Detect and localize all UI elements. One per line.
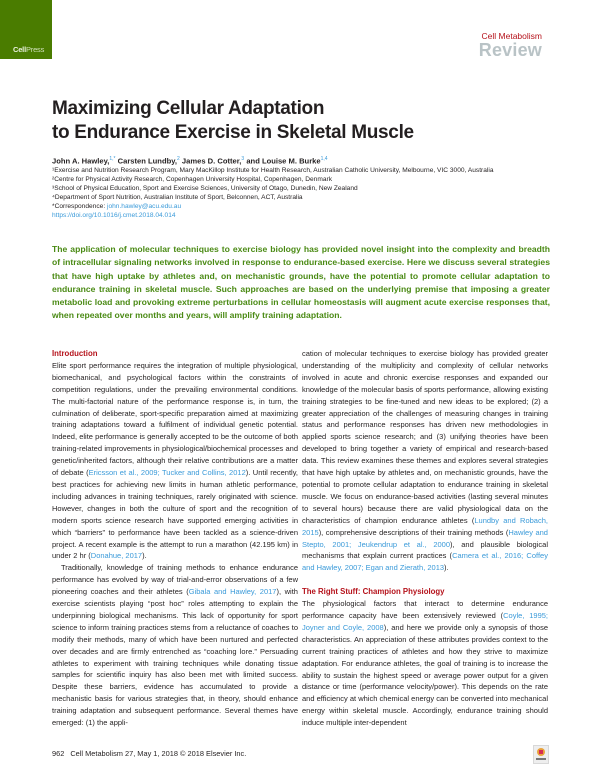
author-name: John A. Hawley, [52,156,110,166]
affiliation: ⁴Department of Sport Nutrition, Australian Institute of Sport, Belconnen, ACT, Australia [52,194,303,201]
correspondence-email-link[interactable]: john.hawley@acu.edu.au [106,203,182,210]
paragraph-text: ). [444,563,449,573]
cellpress-logo [0,0,52,59]
paragraph-text: ), and here we provide only a synopsis of those characteristics. An appreciation of these attributes provides context to the current training practices of athletes and how they strive to maximize adaptation. For endurance athletes, the goal of training is to increase the ability to sustain the highest speed or average power output for a given distance or time (performance velocity/power). This depends on the rate and efficiency at which chemical energy can be converted into mechanical energy within skeletal muscle. Accordingly, endurance training should induce multiple inter-dependent [302,622,549,728]
section-heading-introduction: Introduction [52,349,98,358]
badge-emblem [537,748,545,756]
citation-link[interactable]: Ericsson et al., 2009; Tucker and Collins, 2012 [88,468,246,478]
title-line-1: Maximizing Cellular Adaptation [52,98,325,119]
article-title [52,97,414,145]
check-for-updates-icon[interactable] [533,745,549,764]
paragraph-text: cation of molecular techniques to exercise biology has provided greater understanding of the multiplicity and complexity of cellular networks involved in acute and chronic exercise responses and expanded our knowledge of the molecular basis of sports performance, allowing existing training strategies to be fine-tuned and new ideas to be explored; (2) a greater appreciation of the challenges of measuring changes in training status and performance responses has driven new methodologies in applied sports science research; and (3) unifying theories have been developed to bring together a variety of empirical and research-based data. This review examines these themes and explores several strategies that have high uptake by athletes and, on mechanistic grounds, have the potential to promote cellular adaptation to endurance training in skeletal muscle. We focus on endurance-based activities (lasting several minutes to several hours) because there are valid physiological data on the characteristics of champion endurance athletes ( [302,349,548,525]
paragraph-text: ), comprehensive descriptions of their training methods ( [318,527,509,537]
paragraph [302,598,548,729]
author-affiliation-mark: 1,* [109,156,116,162]
abstract: The application of molecular techniques to exercise biology has provided novel insight into the complexity and breadth of intracellular signaling networks involved in response to endurance-based exercise. Here we discuss several strategies that have high uptake by athletes and, on mechanistic grounds, have the potential to promote cellular adaptation to endurance training in skeletal muscle. Such approaches are based on the underlying premise that imposing a greater metabolic load and provoking extreme perturbations in cellular homeostasis will augment acute exercise responses that, when repeated over months and years, will amplify training adaptation. [52,244,550,321]
paragraph-text: Traditionally, knowledge of training methods to enhance endurance performance has evolved by way of trial-and-error observations of a few pioneering coaches and their athletes ( [52,563,298,597]
affiliation: ²Centre for Physical Activity Research, Copenhagen University Hospital, Copenhagen, Denmark [52,176,333,183]
paragraph-text: Elite sport performance requires the integration of multiple physiological, biomechanical, and psychological factors within the constraints of competition regulations, under the prevailing environmental conditions. The multi-factorial nature of the performance response is, in turn, the culmination of deliberate, sport-specific preparation aimed at maximizing training adaptations toward a fulfilment of individual genetic potential. Indeed, elite performance is generally accepted to be the outcome of both training-related improvements in physiological/biochemical processes and genetic/inherited factors, although their relative contributions are a matter of debate ( [52,360,298,478]
paragraph [52,562,298,729]
author-name: Carsten Lundby, [117,156,177,166]
citation-link[interactable]: Lundby and Robach, 2015 [302,515,548,537]
title-line-2: to Endurance Exercise in Skeletal Muscle [52,122,414,143]
author-name: James D. Cotter, [181,156,242,166]
citation-link[interactable]: Hawley and Stepto, 2001; Jeukendrup et al., 2000 [302,527,548,549]
paragraph-text: The physiological factors that interact to determine endurance performance capacity have been extensively reviewed ( [302,599,548,621]
author-list [52,156,328,166]
right-column [302,348,548,729]
page-footer [52,749,246,758]
citation-link[interactable]: Camera et al., 2016; Coffey and Hawley, 2007; Egan and Zierath, 2013 [302,551,548,573]
section-heading-champion-physiology: The Right Stuff: Champion Physiology [302,587,445,597]
logo-text-light: Press [25,45,45,54]
author-affiliation-mark: 3 [241,156,245,162]
citation-link[interactable]: Gibala and Hawley, 2017 [188,587,277,597]
journal-name: Cell Metabolism [481,31,542,41]
citation-link[interactable]: Donahue, 2017 [90,551,143,561]
correspondence [52,202,542,211]
paragraph [302,348,548,574]
affiliations [52,166,542,220]
paragraph-text: ). [142,551,147,561]
article-type: Review [478,40,542,60]
cellpress-logo-text [13,45,44,54]
author-affiliation-mark: 2 [177,156,180,162]
paragraph-text: ). Until recently, best practices for achieving new limits in human athletic performance, including advances in training techniques, rarely originated with science. However, changes in both the culture of sport and the recognition of modern sports science research have supported emerging activities in which “barriers” to performance have been tackled as a science-driven project. A recent example is the attempt to run a marathon (42.195 km) in under 2 hr ( [52,468,299,561]
paragraph-text: ), with exercise scientists playing “post hoc” roles attempting to explain the underpinning biological mechanisms. This lack of opportunity for sport science to inform training practices stems from a reluctance of coaches to modify their methods, many of which have been nurtured and perfected over decades and are firmly entrenched as “coaching lore.” Persuading athletes to experiment with training techniques while donating tissue samples for scientific inquiry has also been met with limited success. Despite these barriers, evidence has accumulated to provide a mechanistic basis for various strategies that, in theory, should enhance training adaptation and subsequent performance. Several themes have emerged: (1) the appli- [52,587,298,728]
footer-citation: Cell Metabolism 27, May 1, 2018 © 2018 Elsevier Inc. [70,749,247,758]
left-column [52,348,298,729]
affiliation: ³School of Physical Education, Sport and Exercise Sciences, University of Otago, Dunedin, New Zealand [52,185,358,192]
author-affiliation-mark: 1,4 [320,156,328,162]
author-name: and Louise M. Burke [246,156,321,166]
page-number: 962 [52,749,65,758]
badge-label-bar [536,758,546,760]
affiliation: ¹Exercise and Nutrition Research Program, Mary MacKillop Institute for Health Research, Australian Catholic University, Melbourne, VIC 3000, Australia [52,167,494,174]
doi-link[interactable]: https://doi.org/10.1016/j.cmet.2018.04.014 [52,212,176,219]
paragraph [52,360,298,562]
citation-link[interactable]: Coyle, 1995; Joyner and Coyle, 2008 [302,611,548,632]
section-spacer [302,574,548,586]
logo-text-bold: Cell [13,45,26,54]
correspondence-label: *Correspondence: [52,203,107,210]
paragraph-text: ), and plausible biological mechanisms that explain current practices ( [302,539,548,561]
